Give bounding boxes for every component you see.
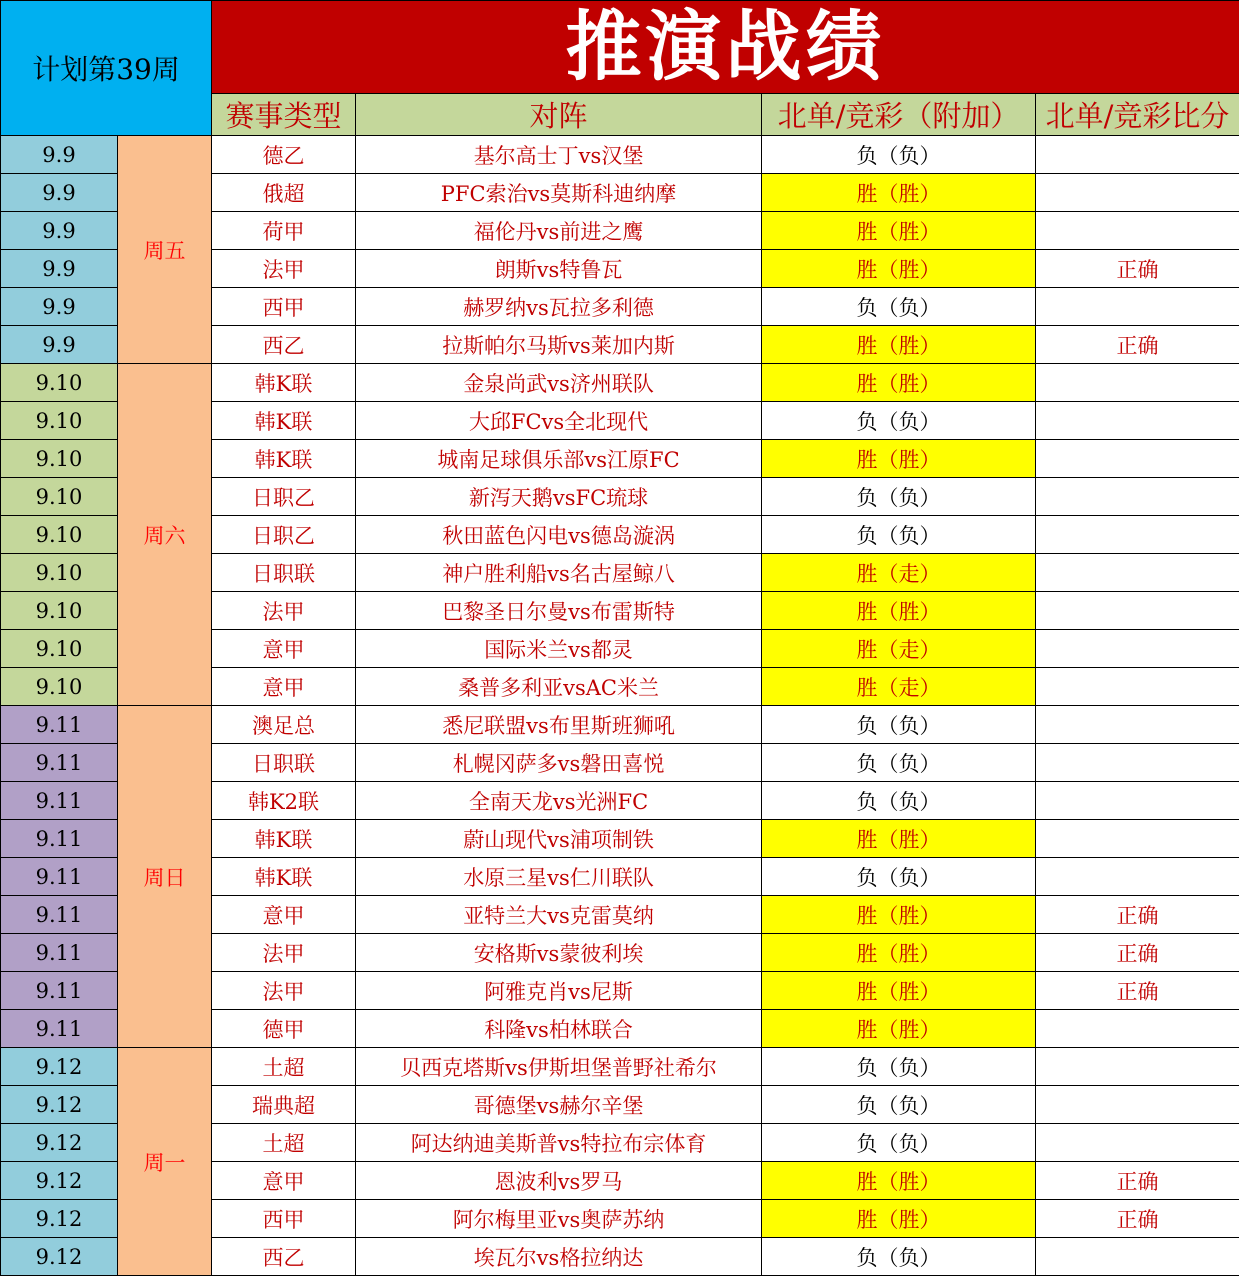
result-cell: 负（负） — [762, 706, 1036, 744]
league-name: 韩K联 — [212, 820, 356, 858]
match-name: 阿尔梅里亚vs奥萨苏纳 — [356, 1200, 762, 1238]
league-name: 日职乙 — [212, 516, 356, 554]
match-name: 基尔高士丁vs汉堡 — [356, 136, 762, 174]
weekday-label: 周日 — [118, 706, 212, 1048]
result-cell: 负（负） — [762, 1238, 1036, 1276]
league-name: 西甲 — [212, 288, 356, 326]
league-name: 法甲 — [212, 972, 356, 1010]
match-date: 9.12 — [1, 1048, 118, 1086]
match-date: 9.9 — [1, 250, 118, 288]
match-name: 新泻天鹅vsFC琉球 — [356, 478, 762, 516]
match-date: 9.11 — [1, 896, 118, 934]
match-name: 国际米兰vs都灵 — [356, 630, 762, 668]
match-name: 恩波利vs罗马 — [356, 1162, 762, 1200]
score-status — [1036, 668, 1239, 706]
result-cell: 负（负） — [762, 288, 1036, 326]
league-name: 韩K联 — [212, 402, 356, 440]
match-date: 9.11 — [1, 706, 118, 744]
score-status — [1036, 820, 1239, 858]
match-date: 9.11 — [1, 934, 118, 972]
score-status: 正确 — [1036, 250, 1239, 288]
league-name: 法甲 — [212, 934, 356, 972]
match-date: 9.9 — [1, 288, 118, 326]
score-status — [1036, 288, 1239, 326]
table-row — [1, 136, 1239, 174]
match-date: 9.9 — [1, 136, 118, 174]
match-name: 悉尼联盟vs布里斯班狮吼 — [356, 706, 762, 744]
score-status — [1036, 1048, 1239, 1086]
match-date: 9.12 — [1, 1162, 118, 1200]
result-cell: 胜（胜） — [762, 896, 1036, 934]
match-date: 9.10 — [1, 516, 118, 554]
result-cell: 胜（胜） — [762, 934, 1036, 972]
column-header-match: 对阵 — [356, 94, 762, 136]
result-cell: 胜（走） — [762, 630, 1036, 668]
result-cell: 胜（胜） — [762, 326, 1036, 364]
match-name: 赫罗纳vs瓦拉多利德 — [356, 288, 762, 326]
league-name: 意甲 — [212, 668, 356, 706]
match-date: 9.10 — [1, 478, 118, 516]
score-status — [1036, 744, 1239, 782]
weekday-label: 周一 — [118, 1048, 212, 1276]
match-name: 大邱FCvs全北现代 — [356, 402, 762, 440]
league-name: 意甲 — [212, 630, 356, 668]
league-name: 土超 — [212, 1048, 356, 1086]
league-name: 荷甲 — [212, 212, 356, 250]
score-status — [1036, 1124, 1239, 1162]
match-date: 9.10 — [1, 364, 118, 402]
result-cell: 负（负） — [762, 1048, 1036, 1086]
score-status — [1036, 212, 1239, 250]
match-date: 9.12 — [1, 1086, 118, 1124]
match-name: 全南天龙vs光洲FC — [356, 782, 762, 820]
match-date: 9.12 — [1, 1124, 118, 1162]
result-cell: 负（负） — [762, 782, 1036, 820]
result-cell: 胜（走） — [762, 554, 1036, 592]
score-status — [1036, 858, 1239, 896]
result-cell: 负（负） — [762, 478, 1036, 516]
result-cell: 胜（胜） — [762, 1162, 1036, 1200]
weekday-label: 周五 — [118, 136, 212, 364]
score-status — [1036, 706, 1239, 744]
result-cell: 胜（胜） — [762, 174, 1036, 212]
league-name: 日职联 — [212, 744, 356, 782]
match-name: 秋田蓝色闪电vs德岛漩涡 — [356, 516, 762, 554]
score-status: 正确 — [1036, 1162, 1239, 1200]
table-row — [1, 1048, 1239, 1086]
match-name: 金泉尚武vs济州联队 — [356, 364, 762, 402]
score-status — [1036, 592, 1239, 630]
result-cell: 胜（胜） — [762, 440, 1036, 478]
league-name: 日职乙 — [212, 478, 356, 516]
score-status: 正确 — [1036, 972, 1239, 1010]
result-cell: 负（负） — [762, 1086, 1036, 1124]
match-name: 城南足球俱乐部vs江原FC — [356, 440, 762, 478]
match-name: 阿达纳迪美斯普vs特拉布宗体育 — [356, 1124, 762, 1162]
score-status: 正确 — [1036, 1200, 1239, 1238]
result-cell: 负（负） — [762, 744, 1036, 782]
league-name: 西乙 — [212, 1238, 356, 1276]
score-status — [1036, 478, 1239, 516]
score-status — [1036, 136, 1239, 174]
league-name: 韩K联 — [212, 364, 356, 402]
weekday-label: 周六 — [118, 364, 212, 706]
match-date: 9.11 — [1, 820, 118, 858]
match-date: 9.10 — [1, 554, 118, 592]
league-name: 瑞典超 — [212, 1086, 356, 1124]
match-date: 9.10 — [1, 630, 118, 668]
score-status — [1036, 516, 1239, 554]
match-name: 札幌冈萨多vs磐田喜悦 — [356, 744, 762, 782]
match-name: 埃瓦尔vs格拉纳达 — [356, 1238, 762, 1276]
score-status — [1036, 1086, 1239, 1124]
score-status: 正确 — [1036, 934, 1239, 972]
league-name: 日职联 — [212, 554, 356, 592]
score-status — [1036, 174, 1239, 212]
column-header-result: 北单/竞彩（附加） — [762, 94, 1036, 136]
match-date: 9.10 — [1, 402, 118, 440]
match-name: 巴黎圣日尔曼vs布雷斯特 — [356, 592, 762, 630]
match-date: 9.11 — [1, 744, 118, 782]
column-header-score: 北单/竞彩比分 — [1036, 94, 1239, 136]
table-row — [1, 364, 1239, 402]
match-name: 神户胜利船vs名古屋鲸八 — [356, 554, 762, 592]
match-name: 哥德堡vs赫尔辛堡 — [356, 1086, 762, 1124]
league-name: 韩K联 — [212, 440, 356, 478]
league-name: 德乙 — [212, 136, 356, 174]
result-cell: 胜（胜） — [762, 212, 1036, 250]
league-name: 西甲 — [212, 1200, 356, 1238]
league-name: 澳足总 — [212, 706, 356, 744]
league-name: 意甲 — [212, 896, 356, 934]
column-header-league: 赛事类型 — [212, 94, 356, 136]
league-name: 意甲 — [212, 1162, 356, 1200]
match-name: 贝西克塔斯vs伊斯坦堡普野社希尔 — [356, 1048, 762, 1086]
result-cell: 胜（胜） — [762, 250, 1036, 288]
league-name: 土超 — [212, 1124, 356, 1162]
result-cell: 胜（胜） — [762, 1010, 1036, 1048]
score-status — [1036, 1010, 1239, 1048]
match-date: 9.10 — [1, 668, 118, 706]
match-date: 9.12 — [1, 1238, 118, 1276]
match-date: 9.9 — [1, 326, 118, 364]
match-date: 9.11 — [1, 1010, 118, 1048]
match-name: 朗斯vs特鲁瓦 — [356, 250, 762, 288]
result-cell: 负（负） — [762, 1124, 1036, 1162]
match-date: 9.10 — [1, 592, 118, 630]
match-date: 9.11 — [1, 782, 118, 820]
match-name: 科隆vs柏林联合 — [356, 1010, 762, 1048]
match-name: 桑普多利亚vsAC米兰 — [356, 668, 762, 706]
match-date: 9.9 — [1, 212, 118, 250]
match-name: 亚特兰大vs克雷莫纳 — [356, 896, 762, 934]
match-date: 9.12 — [1, 1200, 118, 1238]
result-cell: 负（负） — [762, 136, 1036, 174]
league-name: 韩K联 — [212, 858, 356, 896]
league-name: 法甲 — [212, 250, 356, 288]
result-cell: 胜（胜） — [762, 364, 1036, 402]
match-date: 9.10 — [1, 440, 118, 478]
match-name: 福伦丹vs前进之鹰 — [356, 212, 762, 250]
result-cell: 负（负） — [762, 402, 1036, 440]
match-name: 蔚山现代vs浦项制铁 — [356, 820, 762, 858]
score-status — [1036, 630, 1239, 668]
match-name: 安格斯vs蒙彼利埃 — [356, 934, 762, 972]
result-cell: 胜（胜） — [762, 1200, 1036, 1238]
score-status — [1036, 782, 1239, 820]
result-cell: 胜（胜） — [762, 592, 1036, 630]
page-title: 推演战绩 — [212, 1, 1239, 94]
result-cell: 胜（胜） — [762, 820, 1036, 858]
match-date: 9.9 — [1, 174, 118, 212]
score-status — [1036, 1238, 1239, 1276]
score-status — [1036, 402, 1239, 440]
score-status: 正确 — [1036, 896, 1239, 934]
league-name: 西乙 — [212, 326, 356, 364]
league-name: 法甲 — [212, 592, 356, 630]
league-name: 德甲 — [212, 1010, 356, 1048]
match-name: 阿雅克肖vs尼斯 — [356, 972, 762, 1010]
match-name: 拉斯帕尔马斯vs莱加内斯 — [356, 326, 762, 364]
plan-week-label: 计划第39周 — [1, 1, 212, 136]
score-status — [1036, 440, 1239, 478]
result-cell: 负（负） — [762, 858, 1036, 896]
result-cell: 负（负） — [762, 516, 1036, 554]
match-date: 9.11 — [1, 972, 118, 1010]
league-name: 韩K2联 — [212, 782, 356, 820]
match-date: 9.11 — [1, 858, 118, 896]
score-status — [1036, 364, 1239, 402]
score-status — [1036, 554, 1239, 592]
result-cell: 胜（胜） — [762, 972, 1036, 1010]
match-name: 水原三星vs仁川联队 — [356, 858, 762, 896]
league-name: 俄超 — [212, 174, 356, 212]
score-status: 正确 — [1036, 326, 1239, 364]
result-cell: 胜（走） — [762, 668, 1036, 706]
table-row — [1, 706, 1239, 744]
match-name: PFC索治vs莫斯科迪纳摩 — [356, 174, 762, 212]
